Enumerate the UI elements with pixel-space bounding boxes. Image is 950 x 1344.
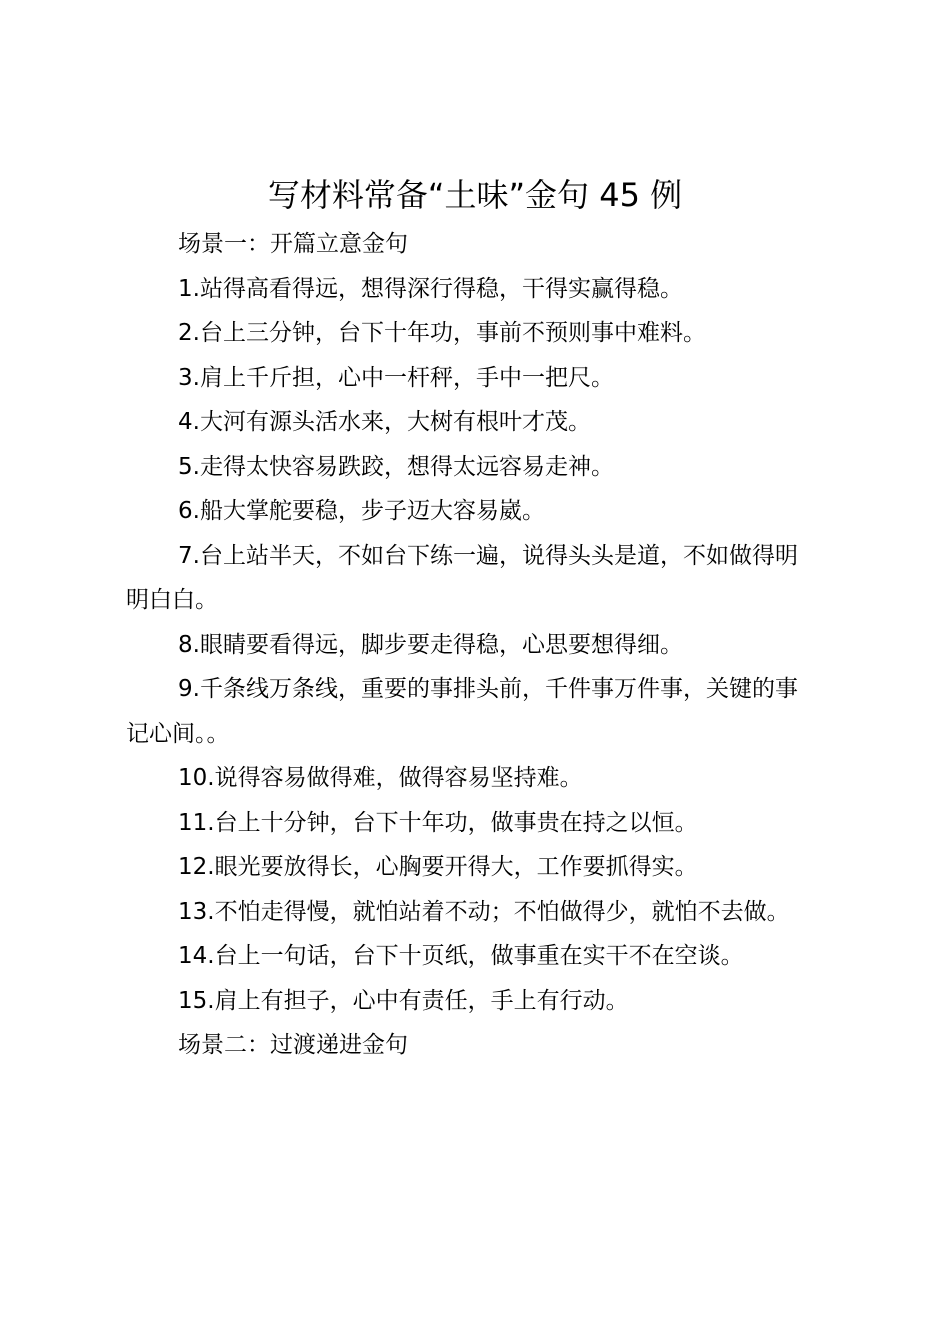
list-item: 3.肩上千斤担，心中一杆秤，手中一把尺。 bbox=[178, 364, 614, 391]
document-body bbox=[126, 222, 818, 1068]
document-title: 写材料常备“土味”金句 45 例 bbox=[267, 176, 683, 214]
list-item: 2.台上三分钟，台下十年功，事前不预则事中难料。 bbox=[178, 320, 706, 346]
list-item: 8.眼睛要看得远，脚步要走得稳，心思要想得细。 bbox=[178, 631, 683, 658]
list-item: 12.眼光要放得长，心胸要开得大，工作要抓得实。 bbox=[178, 854, 698, 880]
section-heading: 场景一：开篇立意金句 bbox=[178, 231, 408, 257]
list-item: 9.千条线万条线，重要的事排头前，千件事万件事，关键的事记心间。。 bbox=[126, 676, 798, 747]
section-heading: 场景二：过渡递进金句 bbox=[178, 1032, 408, 1058]
list-item: 4.大河有源头活水来，大树有根叶才茂。 bbox=[178, 409, 591, 435]
list-item: 5.走得太快容易跌跤，想得太远容易走神。 bbox=[178, 453, 614, 480]
list-item: 15.肩上有担子，心中有责任，手上有行动。 bbox=[178, 987, 629, 1014]
list-item: 14.台上一句话，台下十页纸，做事重在实干不在空谈。 bbox=[178, 943, 744, 969]
list-item: 7.台上站半天，不如台下练一遍，说得头头是道，不如做得明明白白。 bbox=[126, 542, 798, 613]
list-item: 6.船大掌舵要稳，步子迈大容易崴。 bbox=[178, 498, 545, 524]
list-item: 10.说得容易做得难，做得容易坚持难。 bbox=[178, 765, 583, 791]
list-item: 13.不怕走得慢，就怕站着不动；不怕做得少，就怕不去做。 bbox=[178, 898, 790, 925]
list-item: 11.台上十分钟，台下十年功，做事贵在持之以恒。 bbox=[178, 809, 698, 836]
list-item: 1.站得高看得远，想得深行得稳，干得实赢得稳。 bbox=[178, 275, 683, 302]
